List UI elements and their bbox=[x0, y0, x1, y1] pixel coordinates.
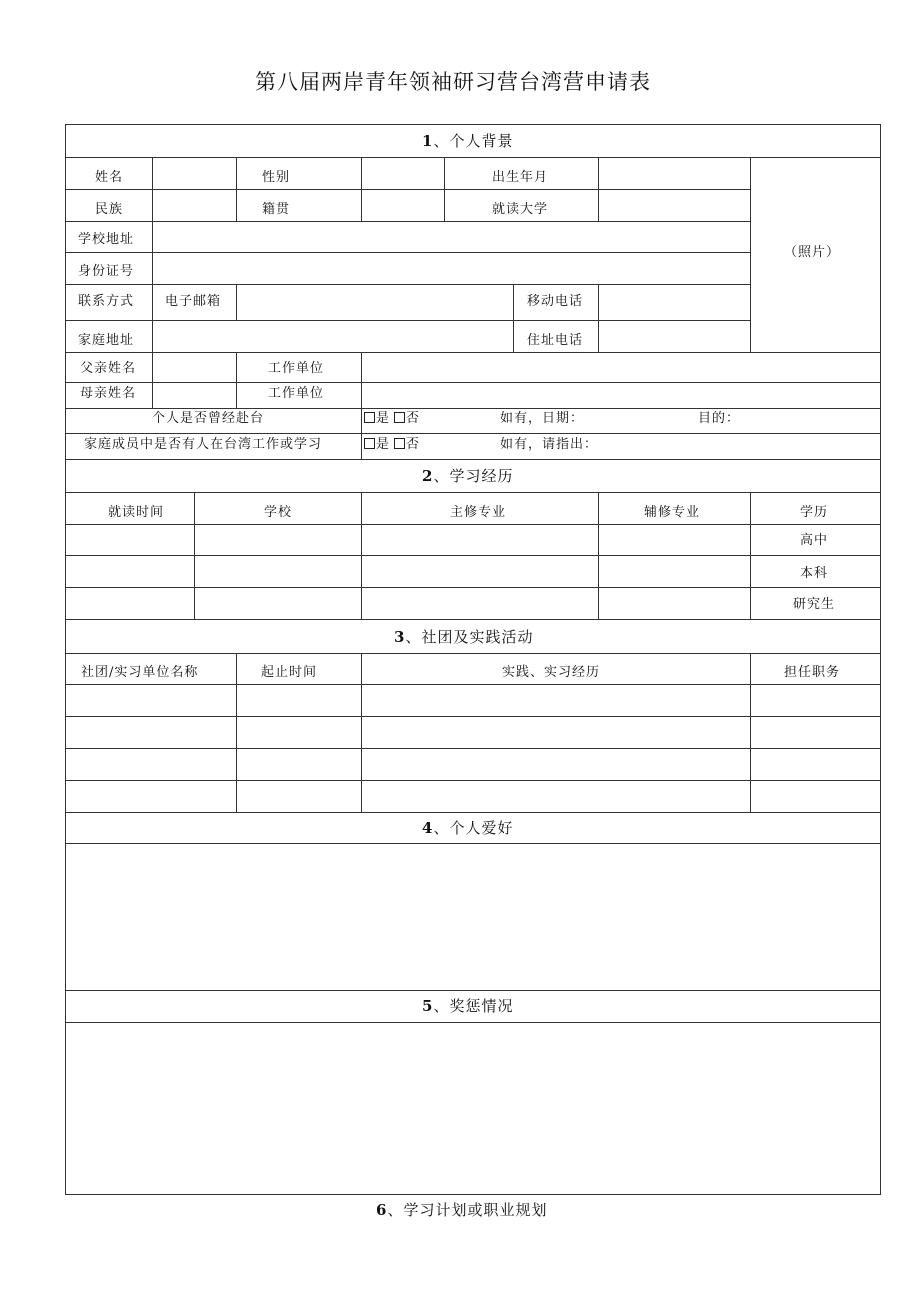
label-ethnicity: 民族 bbox=[95, 202, 124, 217]
section-number: 3 bbox=[394, 628, 406, 646]
label-family-in-taiwan: 家庭成员中是否有人在台湾工作或学习 bbox=[84, 437, 323, 452]
checkbox-label: 否 bbox=[406, 437, 421, 452]
label-father-work: 工作单位 bbox=[268, 361, 325, 376]
section-activities bbox=[394, 630, 533, 645]
section-number: 6 bbox=[376, 1201, 388, 1219]
label-contact: 联系方式 bbox=[78, 294, 135, 309]
label-university: 就读大学 bbox=[492, 202, 549, 217]
section-label: 、社团及实践活动 bbox=[405, 628, 534, 646]
edu-header-period: 就读时间 bbox=[108, 505, 165, 520]
section-label: 、学习计划或职业规划 bbox=[387, 1201, 548, 1219]
edu-header-degree: 学历 bbox=[800, 505, 829, 520]
label-birth: 出生年月 bbox=[492, 170, 549, 185]
section-label: 、奖惩情况 bbox=[433, 997, 514, 1015]
label-home-phone: 住址电话 bbox=[527, 333, 584, 348]
family-no-checkbox[interactable] bbox=[394, 438, 420, 451]
degree-high-school: 高中 bbox=[800, 533, 829, 548]
section-education bbox=[422, 469, 513, 484]
section-number: 5 bbox=[422, 997, 434, 1015]
section-study-plan bbox=[376, 1203, 547, 1218]
act-header-experience: 实践、实习经历 bbox=[502, 665, 601, 680]
section-awards bbox=[422, 999, 513, 1014]
section-label: 、个人背景 bbox=[433, 132, 514, 150]
section-personal-background bbox=[422, 134, 513, 149]
degree-bachelor: 本科 bbox=[800, 566, 829, 581]
edu-header-school: 学校 bbox=[264, 505, 293, 520]
label-school-address: 学校地址 bbox=[78, 232, 135, 247]
label-father-name: 父亲姓名 bbox=[80, 361, 137, 376]
checkbox-box[interactable] bbox=[364, 438, 375, 449]
family-yes-checkbox[interactable] bbox=[364, 438, 390, 451]
label-gender: 性别 bbox=[262, 170, 291, 185]
label-name: 姓名 bbox=[95, 170, 124, 185]
label-family-specify: 如有，请指出： bbox=[500, 437, 599, 452]
degree-graduate: 研究生 bbox=[793, 597, 836, 612]
label-id-number: 身份证号 bbox=[78, 264, 135, 279]
visited-no-checkbox[interactable] bbox=[394, 412, 420, 425]
checkbox-label: 是 bbox=[376, 437, 391, 452]
checkbox-label: 否 bbox=[406, 411, 421, 426]
act-header-organization: 社团/实习单位名称 bbox=[81, 665, 199, 680]
checkbox-box[interactable] bbox=[364, 412, 375, 423]
label-visited-purpose: 目的： bbox=[698, 411, 741, 426]
edu-header-minor: 辅修专业 bbox=[644, 505, 701, 520]
label-native-place: 籍贯 bbox=[262, 202, 291, 217]
checkbox-box[interactable] bbox=[394, 438, 405, 449]
section-label: 、学习经历 bbox=[433, 467, 514, 485]
checkbox-box[interactable] bbox=[394, 412, 405, 423]
label-visited-taiwan: 个人是否曾经赴台 bbox=[152, 411, 265, 426]
act-header-period: 起止时间 bbox=[261, 665, 318, 680]
label-email: 电子邮箱 bbox=[165, 294, 222, 309]
label-mobile: 移动电话 bbox=[527, 294, 584, 309]
act-header-position: 担任职务 bbox=[784, 665, 841, 680]
page-title: 第八届两岸青年领袖研习营台湾营申请表 bbox=[255, 70, 651, 94]
photo-placeholder: （照片） bbox=[784, 245, 841, 260]
edu-header-major: 主修专业 bbox=[450, 505, 507, 520]
label-home-address: 家庭地址 bbox=[78, 333, 135, 348]
label-mother-name: 母亲姓名 bbox=[80, 386, 137, 401]
label-visited-date: 如有，日期： bbox=[500, 411, 585, 426]
section-number: 1 bbox=[422, 132, 434, 150]
section-hobbies bbox=[422, 821, 513, 836]
label-mother-work: 工作单位 bbox=[268, 386, 325, 401]
section-number: 2 bbox=[422, 467, 434, 485]
section-number: 4 bbox=[422, 819, 434, 837]
checkbox-label: 是 bbox=[376, 411, 391, 426]
visited-yes-checkbox[interactable] bbox=[364, 412, 390, 425]
section-label: 、个人爱好 bbox=[433, 819, 514, 837]
